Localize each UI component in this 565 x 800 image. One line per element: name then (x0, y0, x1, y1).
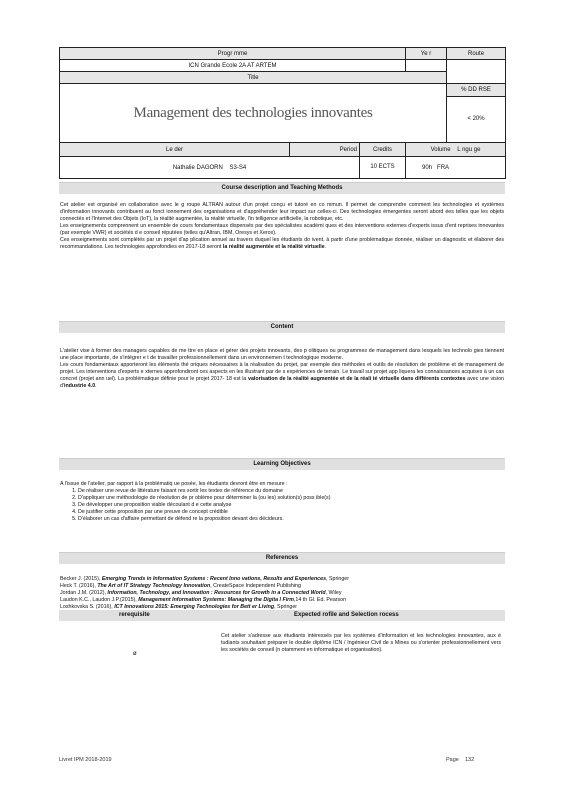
description-paragraph: Cet atelier est organisé en collaboration avec le g roupe ALTRAN autour d'un projet conçu et tutoré en co mmun. Il permet de comprendre comment les technologies et systèmes d'information innovants contribuent au fonct ionnement des organisations et d'appréhender leur impact sur celles-ci. Des technologies émergentes seront abord ées telles que les objets connectés et l'Internet des Objets (IoT), la réalité augmentée, la réalité virtuelle, l'in telligence artificielle, la robotique, etc. (60, 202, 504, 222)
prerequisite-heading: rerequisite (119, 612, 150, 618)
page-label: Page (446, 757, 459, 763)
credits-value: 10 ECTS (360, 157, 406, 179)
reference-item: Becker J. (2015), Emerging Trends in Information Systems : Recent Inno vations, Results and Experiences, Springer (60, 576, 349, 582)
objective-item: 3. De développer une proposition viable découlant d e cette analyse (78, 502, 504, 509)
content-body (60, 348, 504, 390)
objective-item: 2. D'appliquer une méthodologie de résolution de pr oblème pour déterminer la (ou les) solution(s) poss ible(s) (78, 495, 504, 502)
course-title: Management des technologies innovantes (60, 84, 447, 143)
volume-language-values (406, 157, 506, 179)
language-label: L ngu ge (457, 146, 481, 153)
prerequisite-body (59, 621, 505, 681)
dd-rse-label: % DD RSE (447, 84, 505, 97)
route-value (447, 60, 506, 84)
page-number: 132 (464, 757, 475, 763)
footer-page (446, 757, 474, 763)
volume-value: 90h (422, 164, 433, 171)
volume-label: Volume (430, 146, 451, 153)
language-value: FRA (437, 164, 450, 171)
description-body (60, 202, 504, 251)
leader-value: Nathalie DAGORN (172, 164, 223, 171)
programme-label: Progr mme (60, 48, 406, 60)
reference-item: Jordan J.M. (2012), Information, Technology, and Innovation : Resources for Growth in a Connected World, Wiley (60, 590, 342, 596)
expected-profile-heading: Expected rofile and Selection rocess (294, 612, 399, 618)
references-body (60, 576, 504, 611)
dd-rse-value: < 20% (467, 116, 485, 122)
volume-language-label (406, 143, 506, 157)
objectives-intro: A l'issue de l'atelier, par rapport à la problématiq ue posée, les étudiants devront être en mesure : (60, 481, 288, 487)
description-paragraph: Les enseignements comprennent un ensemble de cours fondamentaux dispensés par des spécialistes académi ques et des interventions externes d'experts issus d'ent reprises innovantes (par exemple VWR) et sociétés d e conseil réputées (telles qu'Altran, IBM, Oresys et Xerox). (60, 223, 504, 236)
description-paragraph: Ces enseignements sont complétés par un projet d'ap plication annuel au travers duquel les étudiants do ivent, à partir d'une problématique donnée, réaliser un diagnostic et élaborer des recommandations. Les technologies approfondies en 2017-18 seront la réalité augmentée et la réalité virtuelle. (60, 237, 504, 250)
expected-profile-text: Cet atelier s'adresse aux étudiants intéressés par les systèmes d'information et les technologies innovantes, aux é tudiants souhaitant préparer le double diplôme ICN / Ingénieur Civil de s Mines ou s'orienter professionnellement vers les sociétés de conseil (n otamment en informatique et organisation). (221, 633, 501, 653)
content-heading: Content (59, 321, 505, 333)
objective-item: 5. D'élaborer un cas d'affaire permettant de défend re la proposition devant des décideurs. (78, 516, 504, 523)
period-label: Period (290, 143, 360, 157)
period-value: S3-S4 (229, 164, 247, 171)
content-paragraph: Les cours fondamentaux apporteront les éléments thé oriques nécessaires à la réalisation du projet, par exemple des méthodes et outils de résolution de problème et de management de projet. Les interventions d'experts e xternes approfondiront ces aspects en les illustrant par de s expériences de terrain. Le travail sur projet app liquera les connaissances acquises à un cas concret (projet ann uel). La problématique définie pour le projet 2017- 18 est la valorisation de la réalité augmentée et de la réali té virtuelle dans différents contextes avec une vision d'industrie 4.0. (60, 362, 504, 389)
dd-rse-cell (447, 84, 506, 143)
year-label: Ye r (406, 48, 447, 60)
objectives-heading: Learning Objectives (59, 458, 505, 470)
content-paragraph: L'atelier vise à former des managers capables de me ttre en place et gérer des projets innovants, des p olitiques ou programmes de management dans lesquels les technolo gies tiennent une place importante, de s'intégrer e t de travailler professionnellement dans un environnemen t technologique moderne. (60, 348, 504, 361)
year-value (406, 60, 447, 72)
title-label: Title (60, 72, 447, 84)
objective-item: 1. De réaliser une revue de littérature faisant res sortir les textes de référence du domaine (78, 488, 504, 495)
objective-item: 4. De justifier cette proposition par une preuve de concept crédible (78, 509, 504, 516)
reference-item: Loshkovska S. (2016), ICT Innovations 2015: Emerging Technologies for Bett er Living, Springer (60, 604, 298, 610)
route-label: Route (447, 48, 506, 60)
objectives-body (60, 481, 504, 523)
footer-left: Livret IPM 2018-2019 (59, 757, 112, 763)
credits-label: Credits (360, 143, 406, 157)
references-heading: References (59, 552, 505, 564)
course-info-table (59, 47, 506, 84)
prerequisite-heading-bar (59, 610, 505, 621)
leader-period-values (60, 157, 360, 179)
leader-label: Le der (60, 143, 290, 157)
reference-item: Laudon K.C., Laudon J.P.(2015), Management Information Systems: Managing the Digita l Firm,14 th Gl. Ed. Pearson (60, 597, 347, 603)
prerequisite-value: ø (133, 651, 137, 657)
title-table (59, 83, 506, 179)
objectives-list (60, 488, 504, 523)
description-heading: Course description and Teaching Methods (59, 182, 505, 194)
programme-value: ICN Grande Ecole 2A AT ARTEM (60, 60, 406, 72)
reference-item: Heck T. (2016), The Art of IT Strategy Technology Innovation, CreateSpace Independent Publishing (60, 583, 301, 589)
